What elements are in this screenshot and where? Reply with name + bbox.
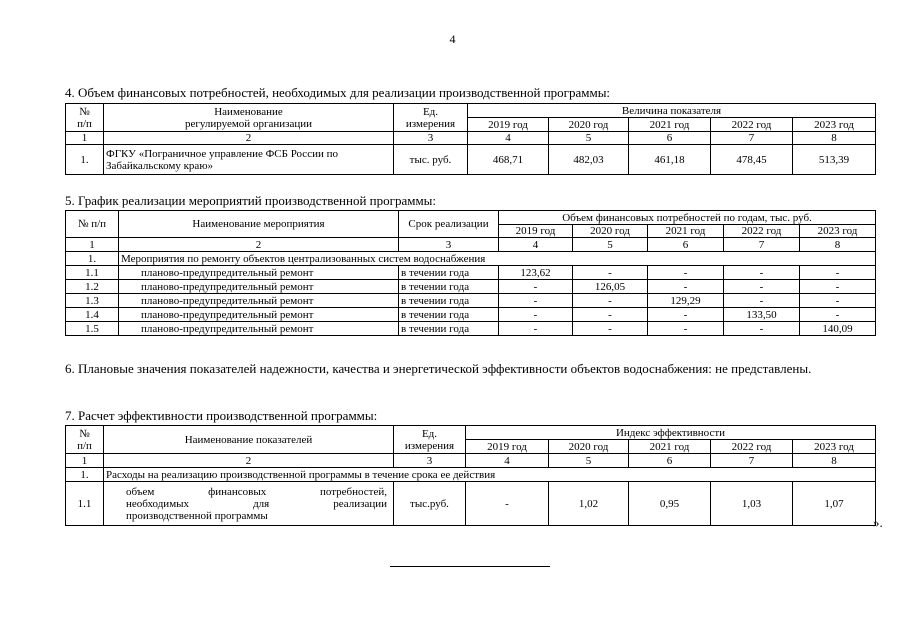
section-7-heading: 7. Расчет эффективности производственной программы: [65, 408, 378, 423]
col-number: 6 [629, 454, 711, 468]
col-number: 7 [711, 132, 793, 145]
header-year: 2022 год [711, 440, 793, 454]
col-number: 2 [119, 238, 399, 252]
row-value: 123,62 [499, 266, 573, 280]
col-number: 1 [66, 132, 104, 145]
section-6-paragraph: 6. Плановые значения показателей надежности, качества и энергетической эффективности объектов водоснабжения: не представлены. [65, 361, 812, 376]
row-value: - [573, 266, 648, 280]
schedule-table [65, 210, 876, 336]
header-year: 2019 год [499, 225, 573, 238]
col-number: 8 [800, 238, 876, 252]
row-num: 1.5 [66, 322, 119, 336]
column-numbers-row [66, 454, 876, 468]
table-row [66, 322, 876, 336]
table-row [66, 280, 876, 294]
header-year: 2023 год [800, 225, 876, 238]
row-value: - [499, 322, 573, 336]
row-value: - [648, 308, 724, 322]
row-value: - [499, 294, 573, 308]
row-value: - [573, 294, 648, 308]
header-num: № п/п [66, 211, 119, 238]
row-name: планово-предупредительный ремонт [119, 294, 399, 308]
col-number: 6 [629, 132, 711, 145]
header-year: 2020 год [549, 118, 629, 132]
col-number: 7 [711, 454, 793, 468]
section-5-heading: 5. График реализации мероприятий производственной программы: [65, 193, 437, 208]
row-term: в течении года [399, 308, 499, 322]
header-unit-line2: измерения [405, 117, 456, 130]
row-num: 1.4 [66, 308, 119, 322]
header-year: 2021 год [629, 440, 711, 454]
col-number: 5 [549, 454, 629, 468]
row-name: планово-предупредительный ремонт [119, 280, 399, 294]
row-value: 1,03 [711, 482, 793, 526]
header-value: Величина показателя [468, 104, 876, 118]
row-name: планово-предупредительный ремонт [119, 322, 399, 336]
row-num: 1. [66, 145, 104, 175]
page-number: 4 [449, 32, 456, 46]
header-year: 2021 год [629, 118, 711, 132]
row-value: 513,39 [793, 145, 876, 175]
column-numbers-row [66, 238, 876, 252]
header-num-line1: № [79, 105, 90, 118]
section-4-heading: 4. Объем финансовых потребностей, необходимых для реализации производственной программы: [65, 85, 611, 100]
col-number: 5 [549, 132, 629, 145]
row-name-line2: необходимых для реализации [126, 497, 387, 510]
col-number: 4 [468, 132, 549, 145]
header-org-line1: Наименование [214, 105, 283, 118]
row-value: - [499, 280, 573, 294]
row-value: 140,09 [800, 322, 876, 336]
header-unit-line1: Ед. [421, 427, 438, 440]
group-num: 1. [66, 252, 119, 266]
row-num: 1.2 [66, 280, 119, 294]
table-row [66, 308, 876, 322]
table-row [66, 145, 876, 175]
header-term: Срок реализации [399, 211, 499, 238]
col-number: 4 [499, 238, 573, 252]
group-num: 1. [66, 468, 104, 482]
col-number: 7 [724, 238, 800, 252]
column-numbers-row [66, 132, 876, 145]
col-number: 3 [394, 132, 468, 145]
row-value: - [573, 322, 648, 336]
row-name-line3: производственной программы [126, 509, 268, 522]
row-term: в течении года [399, 294, 499, 308]
col-number: 8 [793, 454, 876, 468]
group-row [66, 468, 876, 482]
row-value: - [800, 280, 876, 294]
row-value: - [573, 308, 648, 322]
closing-quote: ». [873, 515, 883, 530]
group-row [66, 252, 876, 266]
header-year: 2019 год [468, 118, 549, 132]
row-num: 1.1 [66, 266, 119, 280]
row-value: - [648, 280, 724, 294]
row-value: - [800, 266, 876, 280]
row-term: в течении года [399, 280, 499, 294]
header-year: 2022 год [724, 225, 800, 238]
row-value: - [800, 294, 876, 308]
header-org [104, 104, 394, 132]
row-value: 468,71 [468, 145, 549, 175]
col-number: 1 [66, 454, 104, 468]
header-name: Наименование показателей [104, 426, 394, 454]
header-num-line2: п/п [77, 439, 92, 452]
row-value: 461,18 [629, 145, 711, 175]
header-year: 2019 год [466, 440, 549, 454]
row-value: 482,03 [549, 145, 629, 175]
col-number: 2 [104, 132, 394, 145]
row-value: 133,50 [724, 308, 800, 322]
header-org-line2: регулируемой организации [184, 117, 313, 130]
row-value: 126,05 [573, 280, 648, 294]
row-name: планово-предупредительный ремонт [119, 308, 399, 322]
header-num-line1: № [79, 427, 90, 440]
col-number: 1 [66, 238, 119, 252]
header-year: 2021 год [648, 225, 724, 238]
row-value: 0,95 [629, 482, 711, 526]
header-unit [394, 426, 466, 454]
table-row [66, 482, 876, 526]
col-number: 3 [394, 454, 466, 468]
header-volume: Объем финансовых потребностей по годам, тыс. руб. [499, 211, 876, 225]
efficiency-table [65, 425, 876, 526]
row-value: - [724, 266, 800, 280]
header-num-line2: п/п [77, 117, 92, 130]
row-value: - [800, 308, 876, 322]
row-value: 478,45 [711, 145, 793, 175]
table-row [66, 294, 876, 308]
row-org: ФГКУ «Пограничное управление ФСБ России по Забайкальскому краю» [104, 145, 394, 175]
row-num: 1.3 [66, 294, 119, 308]
header-year: 2022 год [711, 118, 793, 132]
header-num [66, 426, 104, 454]
row-value: - [724, 294, 800, 308]
table-row [66, 266, 876, 280]
row-value: - [466, 482, 549, 526]
col-number: 3 [399, 238, 499, 252]
row-term: в течении года [399, 266, 499, 280]
col-number: 4 [466, 454, 549, 468]
group-title: Расходы на реализацию производственной программы в течение срока ее действия [104, 468, 876, 482]
row-term: в течении года [399, 322, 499, 336]
financial-needs-table [65, 103, 876, 175]
row-num: 1.1 [66, 482, 104, 526]
col-number: 2 [104, 454, 394, 468]
col-number: 6 [648, 238, 724, 252]
row-value: - [499, 308, 573, 322]
group-title: Мероприятия по ремонту объектов централизованных систем водоснабжения [119, 252, 876, 266]
header-year: 2023 год [793, 118, 876, 132]
header-name: Наименование мероприятия [119, 211, 399, 238]
row-name-line1: объем финансовых потребностей, [126, 485, 387, 498]
row-value: - [648, 322, 724, 336]
row-name [104, 482, 394, 526]
footer-divider [390, 566, 550, 567]
row-value: 1,07 [793, 482, 876, 526]
col-number: 8 [793, 132, 876, 145]
row-value: 129,29 [648, 294, 724, 308]
header-year: 2023 год [793, 440, 876, 454]
row-unit: тыс. руб. [394, 145, 468, 175]
header-num [66, 104, 104, 132]
col-number: 5 [573, 238, 648, 252]
row-value: - [724, 322, 800, 336]
header-unit-line2: измерения [404, 439, 455, 452]
row-value: - [648, 266, 724, 280]
row-value: 1,02 [549, 482, 629, 526]
row-name: планово-предупредительный ремонт [119, 266, 399, 280]
row-value: - [724, 280, 800, 294]
header-unit-line1: Ед. [422, 105, 439, 118]
header-year: 2020 год [549, 440, 629, 454]
header-index: Индекс эффективности [466, 426, 876, 440]
row-unit: тыс.руб. [394, 482, 466, 526]
header-unit [394, 104, 468, 132]
header-year: 2020 год [573, 225, 648, 238]
